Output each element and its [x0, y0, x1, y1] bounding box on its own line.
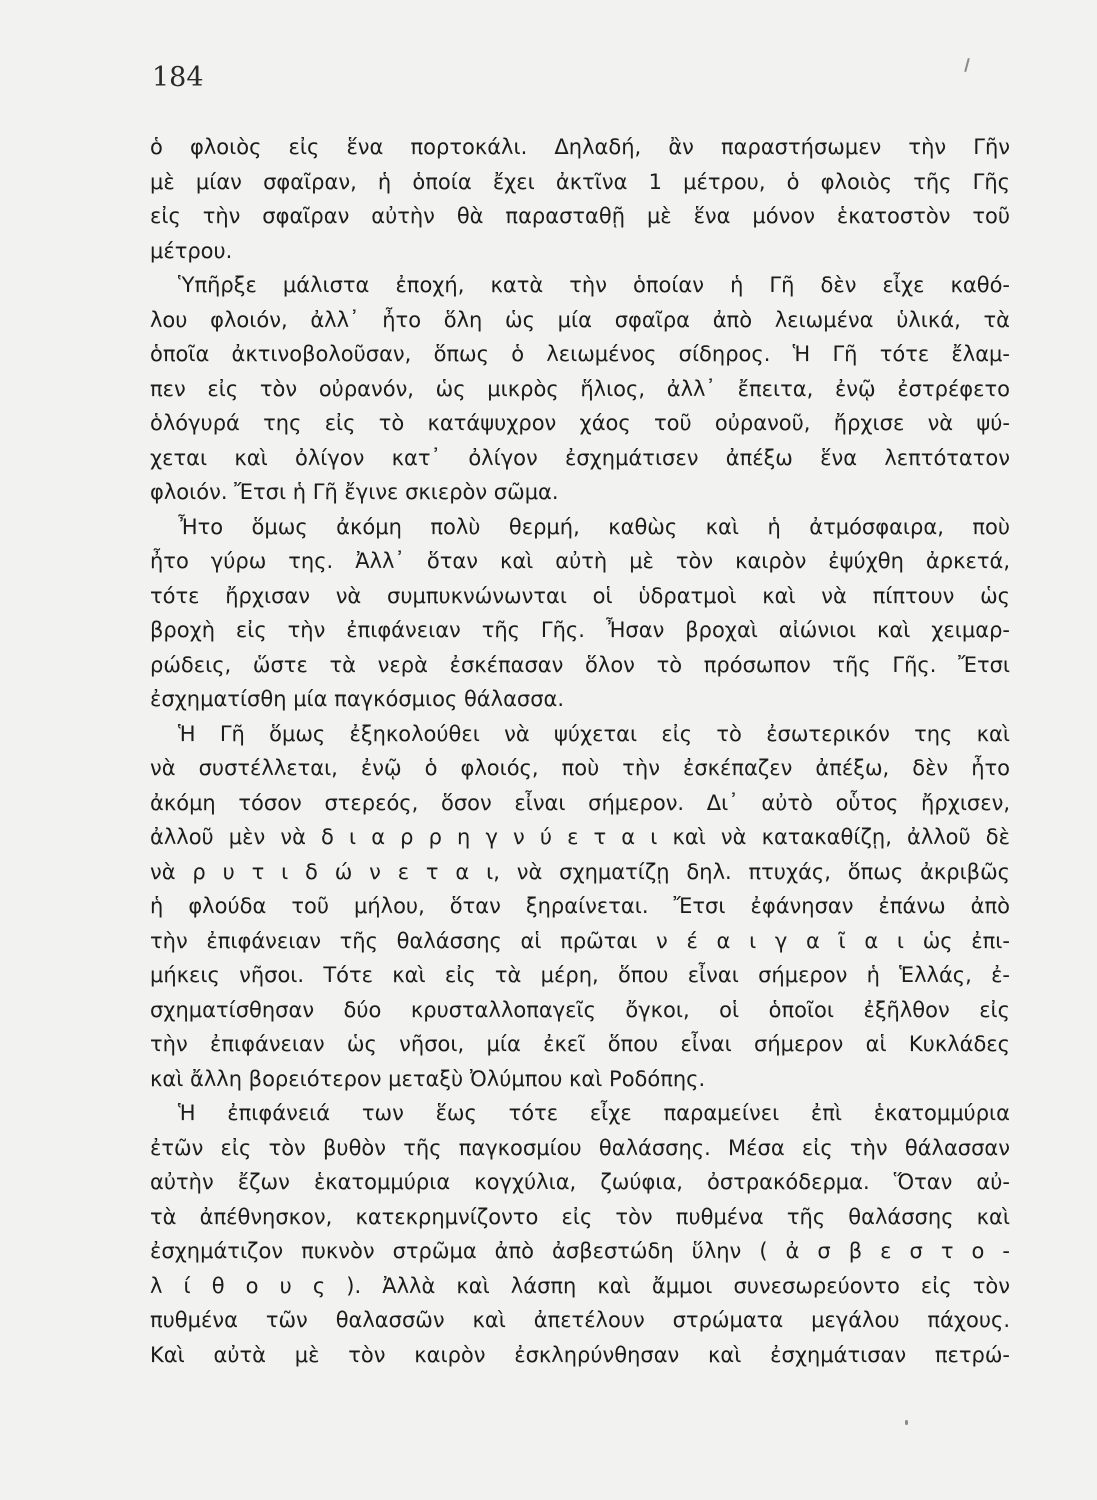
text-line: βροχὴ εἰς τὴν ἐπιφάνειαν τῆς Γῆς. Ἦσαν βροχαὶ αἰώνιοι καὶ χειμαρ- — [150, 618, 1010, 642]
text-line: ἐσχηματίσθη μία παγκόσμιος θάλασσα. — [150, 687, 565, 711]
text-line: ὁποῖα ἀκτινοβολοῦσαν, ὅπως ὁ λειωμένος σίδηρος. Ἡ Γῆ τότε ἔλαμ- — [150, 342, 1010, 366]
text-line: ὁ φλοιὸς εἰς ἕνα πορτοκάλι. Δηλαδή, ἂν παραστήσωμεν τὴν Γῆν — [150, 135, 1010, 159]
text-line: Ἡ Γῆ ὅμως ἐξηκολούθει νὰ ψύχεται εἰς τὸ ἐσωτερικόν της καὶ — [178, 721, 1010, 746]
body-text — [150, 130, 1010, 1372]
text-line: ὁλόγυρά της εἰς τὸ κατάψυχρον χάος τοῦ οὐρανοῦ, ἤρχισε νὰ ψύ- — [150, 411, 1010, 435]
text-line: πυθμένα τῶν θαλασσῶν καὶ ἀπετέλουν στρώματα μεγάλου πάχους. — [150, 1308, 1010, 1332]
text-line: σχηματίσθησαν δύο κρυσταλλοπαγεῖς ὄγκοι, οἱ ὁποῖοι ἐξῆλθον εἰς — [150, 997, 1010, 1022]
text-line: ἐτῶν εἰς τὸν βυθὸν τῆς παγκοσμίου θαλάσσης. Μέσα εἰς τὴν θάλασσαν — [150, 1135, 1010, 1160]
text-line: ἐσχημάτιζον πυκνὸν στρῶμα ἀπὸ ἀσβεστώδη ὕλην ( ἀ σ β ε σ τ ο - — [150, 1239, 1010, 1263]
margin-mark — [964, 58, 970, 72]
text-line: λ ί θ ο υ ς ). Ἀλλὰ καὶ λάσπη καὶ ἄμμοι συνεσωρεύοντο εἰς τὸν — [150, 1273, 1010, 1298]
text-line: πεν εἰς τὸν οὐρανόν, ὡς μικρὸς ἥλιος, ἀλλ᾽ ἔπειτα, ἐνῷ ἐστρέφετο — [150, 376, 1010, 401]
bottom-speck — [905, 1420, 908, 1425]
text-line: τότε ἤρχισαν νὰ συμπυκνώνωνται οἱ ὑδρατμοὶ καὶ νὰ πίπτουν ὡς — [150, 583, 1010, 608]
text-line: Ὑπῆρξε μάλιστα ἐποχή, κατὰ τὴν ὁποίαν ἡ Γῆ δὲν εἶχε καθό- — [178, 273, 1010, 297]
text-line: ἀλλοῦ μὲν νὰ δ ι α ρ ρ η γ ν ύ ε τ α ι καὶ νὰ κατακαθίζῃ, ἀλλοῦ δὲ — [150, 825, 1010, 849]
text-line: Καὶ αὐτὰ μὲ τὸν καιρὸν ἐσκληρύνθησαν καὶ ἐσχημάτισαν πετρώ- — [150, 1342, 1010, 1367]
text-line: εἰς τὴν σφαῖραν αὐτὴν θὰ παρασταθῇ μὲ ἕνα μόνον ἑκατοστὸν τοῦ — [150, 204, 1010, 228]
text-line: νὰ ρ υ τ ι δ ώ ν ε τ α ι, νὰ σχηματίζῃ δηλ. πτυχάς, ὅπως ἀκριβῶς — [150, 859, 1010, 884]
text-line: ἦτο γύρω της. Ἀλλ᾽ ὅταν καὶ αὐτὴ μὲ τὸν καιρὸν ἐψύχθη ἀρκετά, — [150, 549, 1010, 573]
text-line: τὴν ἐπιφάνειαν τῆς θαλάσσης αἱ πρῶται ν έ α ι γ α ῖ α ι ὡς ἐπι- — [150, 928, 1010, 953]
text-line: Ἦτο ὅμως ἀκόμη πολὺ θερμή, καθὼς καὶ ἡ ἀτμόσφαιρα, ποὺ — [178, 514, 1010, 539]
text-line: ἡ φλούδα τοῦ μήλου, ὅταν ξηραίνεται. Ἔτσι ἐφάνησαν ἐπάνω ἀπὸ — [150, 894, 1010, 918]
text-line: μέτρου. — [150, 238, 233, 263]
text-line: Ἡ ἐπιφάνειά των ἕως τότε εἶχε παραμείνει ἐπὶ ἑκατομμύρια — [178, 1101, 1010, 1125]
text-line: τὰ ἀπέθνησκον, κατεκρημνίζοντο εἰς τὸν πυθμένα τῆς θαλάσσης καὶ — [150, 1204, 1010, 1229]
text-line: λου φλοιόν, ἀλλ᾽ ἦτο ὅλη ὡς μία σφαῖρα ἀπὸ λειωμένα ὑλικά, τὰ — [150, 307, 1010, 332]
text-line: τὴν ἐπιφάνειαν ὡς νῆσοι, μία ἐκεῖ ὅπου εἶναι σήμερον αἱ Κυκλάδες — [150, 1032, 1010, 1056]
text-line: ἀκόμη τόσον στερεός, ὅσον εἶναι σήμερον. Δι᾽ αὐτὸ οὗτος ἤρχισεν, — [150, 790, 1010, 815]
text-line: χεται καὶ ὀλίγον κατ᾽ ὀλίγον ἐσχημάτισεν ἀπέξω ἕνα λεπτότατον — [150, 445, 1010, 470]
text-line: αὐτὴν ἔζων ἑκατομμύρια κογχύλια, ζωύφια, ὀστρακόδερμα. Ὅταν αὐ- — [150, 1170, 1010, 1194]
page-number: 184 — [152, 62, 204, 93]
text-line: καὶ ἄλλη βορειότερον μεταξὺ Ὀλύμπου καὶ Ροδόπης. — [150, 1066, 706, 1091]
text-line: μὲ μίαν σφαῖραν, ἡ ὁποία ἔχει ἀκτῖνα 1 μέτρου, ὁ φλοιὸς τῆς Γῆς — [150, 169, 1010, 194]
text-line: μήκεις νῆσοι. Τότε καὶ εἰς τὰ μέρη, ὅπου εἶναι σήμερον ἡ Ἑλλάς, ἐ- — [150, 963, 1010, 987]
text-line: φλοιόν. Ἔτσι ἡ Γῆ ἔγινε σκιερὸν σῶμα. — [150, 480, 559, 504]
text-line: ρώδεις, ὥστε τὰ νερὰ ἐσκέπασαν ὅλον τὸ πρόσωπον τῆς Γῆς. Ἔτσι — [150, 652, 1010, 677]
text-line: νὰ συστέλλεται, ἐνῷ ὁ φλοιός, ποὺ τὴν ἐσκέπαζεν ἀπέξω, δὲν ἦτο — [150, 756, 1010, 780]
